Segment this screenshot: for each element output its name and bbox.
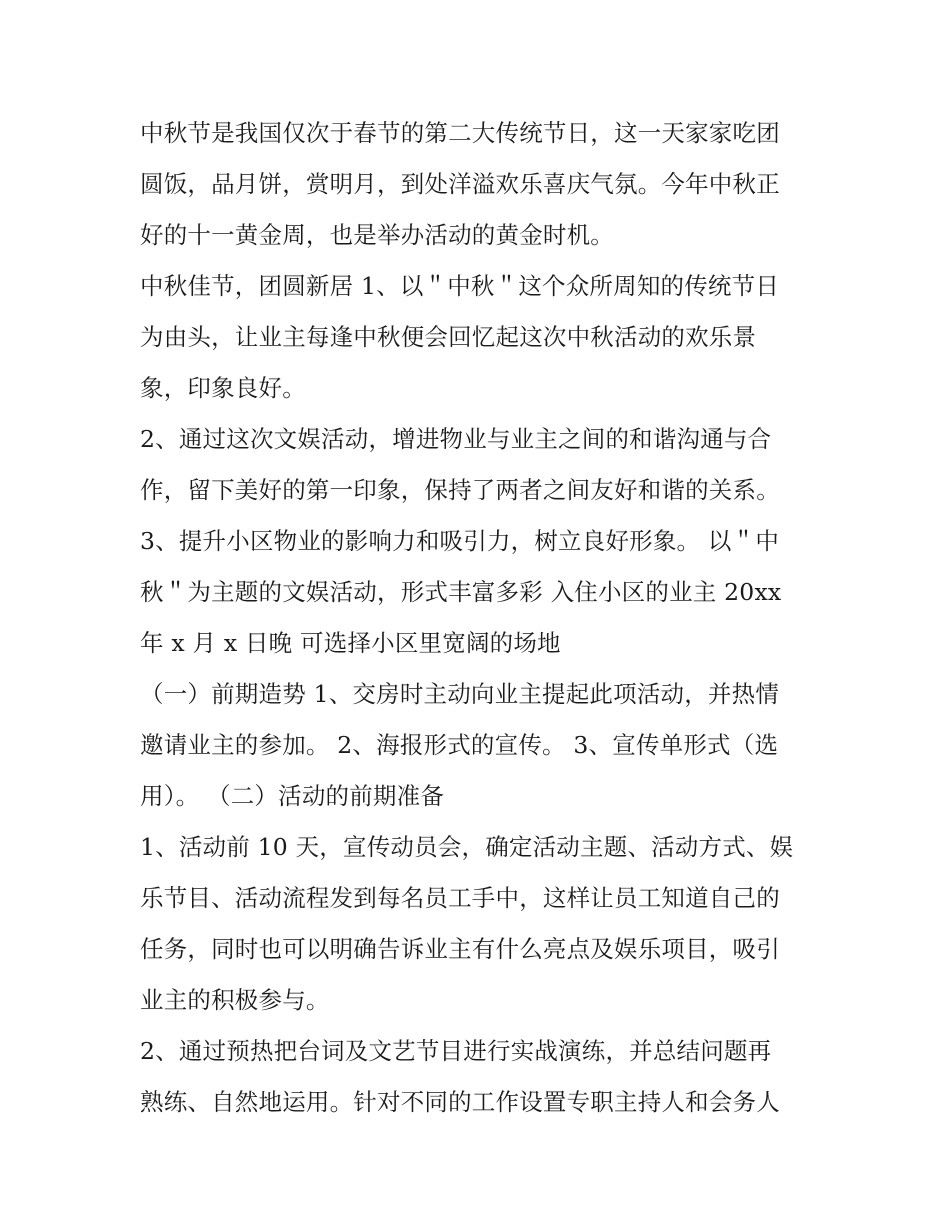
- document-body: [140, 108, 812, 1128]
- text-line: 为由头，让业主每逢中秋便会回忆起这次中秋活动的欢乐景: [140, 323, 757, 351]
- text-line: 用）。 （二）活动的前期准备: [140, 782, 445, 810]
- text-line: 2、通过预热把台词及文艺节目进行实战演练，并总结问题再: [140, 1037, 772, 1065]
- text-line: 3、提升小区物业的影响力和吸引力，树立良好形象。 以＂中: [140, 527, 780, 555]
- text-line: 好的十一黄金周，也是举办活动的黄金时机。: [140, 221, 614, 249]
- text-line: 圆饭，品月饼，赏明月，到处洋溢欢乐喜庆气氛。今年中秋正: [140, 170, 780, 198]
- paragraph-7: [140, 1026, 812, 1128]
- paragraph-2: [140, 261, 812, 414]
- text-line: （一）前期造势 1、交房时主动向业主提起此项活动，并热情: [140, 680, 780, 708]
- paragraph-1: [140, 108, 812, 261]
- text-line: 中秋佳节，团圆新居 1、以＂中秋＂这个众所周知的传统节日: [140, 272, 780, 300]
- text-line: 任务，同时也可以明确告诉业主有什么亮点及娱乐项目，吸引: [140, 935, 780, 963]
- text-line: 2、通过这次文娱活动，增进物业与业主之间的和谐沟通与合: [140, 425, 772, 453]
- text-line: 象，印象良好。: [140, 374, 306, 402]
- paragraph-4: [140, 516, 812, 669]
- text-line: 乐节目、活动流程发到每名员工手中，这样让员工知道自己的: [140, 884, 780, 912]
- text-line: 熟练、自然地运用。针对不同的工作设置专职主持人和会务人: [140, 1088, 780, 1116]
- text-line: 年 x 月 x 日晚 可选择小区里宽阔的场地: [140, 629, 561, 657]
- text-line: 秋＂为主题的文娱活动，形式丰富多彩 入住小区的业主 20xx: [140, 578, 782, 606]
- paragraph-5: [140, 669, 812, 822]
- text-line: 作，留下美好的第一印象，保持了两者之间友好和谐的关系。: [140, 476, 780, 504]
- text-line: 业主的积极参与。: [140, 986, 330, 1014]
- paragraph-6: [140, 822, 812, 1026]
- paragraph-3: [140, 414, 812, 516]
- text-line: 中秋节是我国仅次于春节的第二大传统节日，这一天家家吃团: [140, 119, 780, 147]
- text-line: 邀请业主的参加。 2、海报形式的宣传。 3、宣传单形式（选: [140, 731, 779, 759]
- text-line: 1、活动前 10 天，宣传动员会，确定活动主题、活动方式、娱: [140, 833, 794, 861]
